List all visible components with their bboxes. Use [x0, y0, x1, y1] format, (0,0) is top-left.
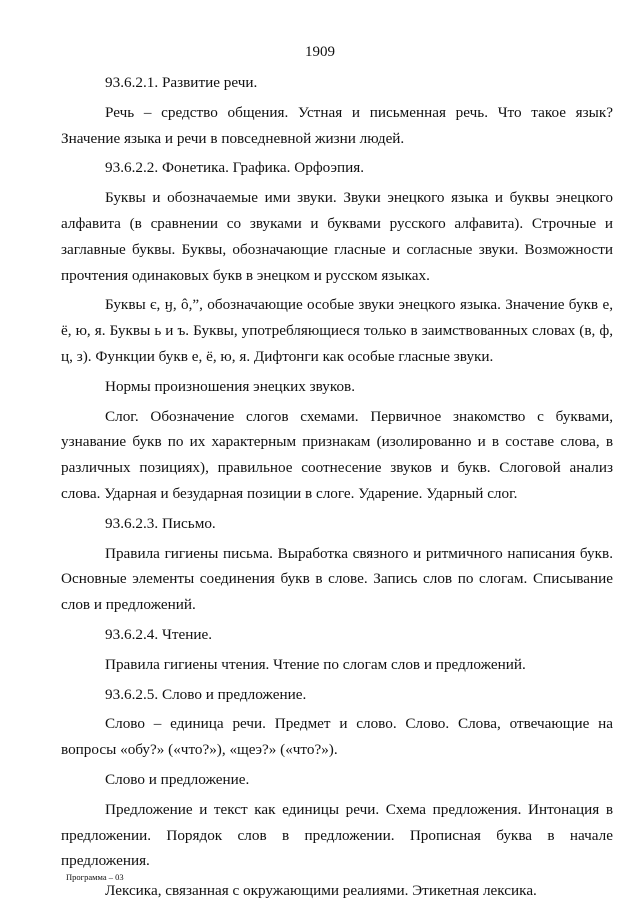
paragraph-word-and-sentence: Слово и предложение. [105, 770, 250, 788]
paragraph-letters-sounds: Буквы и обозначаемые ими звуки. Звуки энецкого языка и буквы энецкого алфавита (в сравнении со звуками и буквами русского алфавита). Строчные и заглавные буквы. Буквы, обозначающие гласные и согласные звуки. Возможности прочтения одинаковых букв в энецком и русском языках. [61, 189, 613, 284]
paragraph-word-unit: Слово – единица речи. Предмет и слово. Слово. Слова, отвечающие на вопросы «обу?» («что?»), «щеэ?» («что?»). [61, 715, 613, 759]
section-heading-writing: 93.6.2.3. Письмо. [105, 514, 216, 532]
page-footer: Программа – 03 [66, 872, 124, 882]
section-heading-speech-development: 93.6.2.1. Развитие речи. [105, 74, 258, 91]
paragraph-reading-hygiene: Правила гигиены чтения. Чтение по слогам слов и предложений. [105, 655, 526, 673]
section-heading-reading: 93.6.2.4. Чтение. [105, 625, 212, 643]
document-body [61, 70, 613, 908]
section-heading-phonetics: 93.6.2.2. Фонетика. Графика. Орфоэпия. [105, 159, 365, 177]
paragraph-writing-hygiene: Правила гигиены письма. Выработка связного и ритмичного написания букв. Основные элементы соединения букв в слове. Запись слов по слогам. Списывание слов и предложений. [61, 544, 613, 614]
paragraph-lexicon: Лексика, связанная с окружающими реалиями. Этикетная лексика. [105, 882, 537, 900]
section-heading-word-sentence: 93.6.2.5. Слово и предложение. [105, 685, 307, 703]
paragraph-pronunciation-norms: Нормы произношения энецких звуков. [105, 377, 355, 395]
page-number: 1909 [305, 44, 335, 60]
paragraph-speech: Речь – средство общения. Устная и письменная речь. Что такое язык? Значение языка и речи в повседневной жизни людей. [61, 103, 613, 147]
paragraph-sentence-text: Предложение и текст как единицы речи. Схема предложения. Интонация в предложении. Порядок слов в предложении. Прописная буква в начале предложения. [61, 800, 613, 870]
paragraph-special-letters: Буквы є, ӈ, ô,”, обозначающие особые звуки энецкого языка. Значение букв е, ё, ю, я. Буквы ь и ъ. Буквы, употребляющиеся только в заимствованных словах (в, ф, ц, з). Функции букв е, ё, ю, я. Дифтонги как особые гласные звуки. [61, 296, 613, 365]
paragraph-syllable: Слог. Обозначение слогов схемами. Первичное знакомство с буквами, узнавание букв по их характерным признакам (изолированно и в составе слова, в различных позициях), правильное соотнесение звуков и букв. Слоговой анализ слова. Ударная и безударная позиции в слоге. Ударение. Ударный слог. [61, 407, 613, 502]
